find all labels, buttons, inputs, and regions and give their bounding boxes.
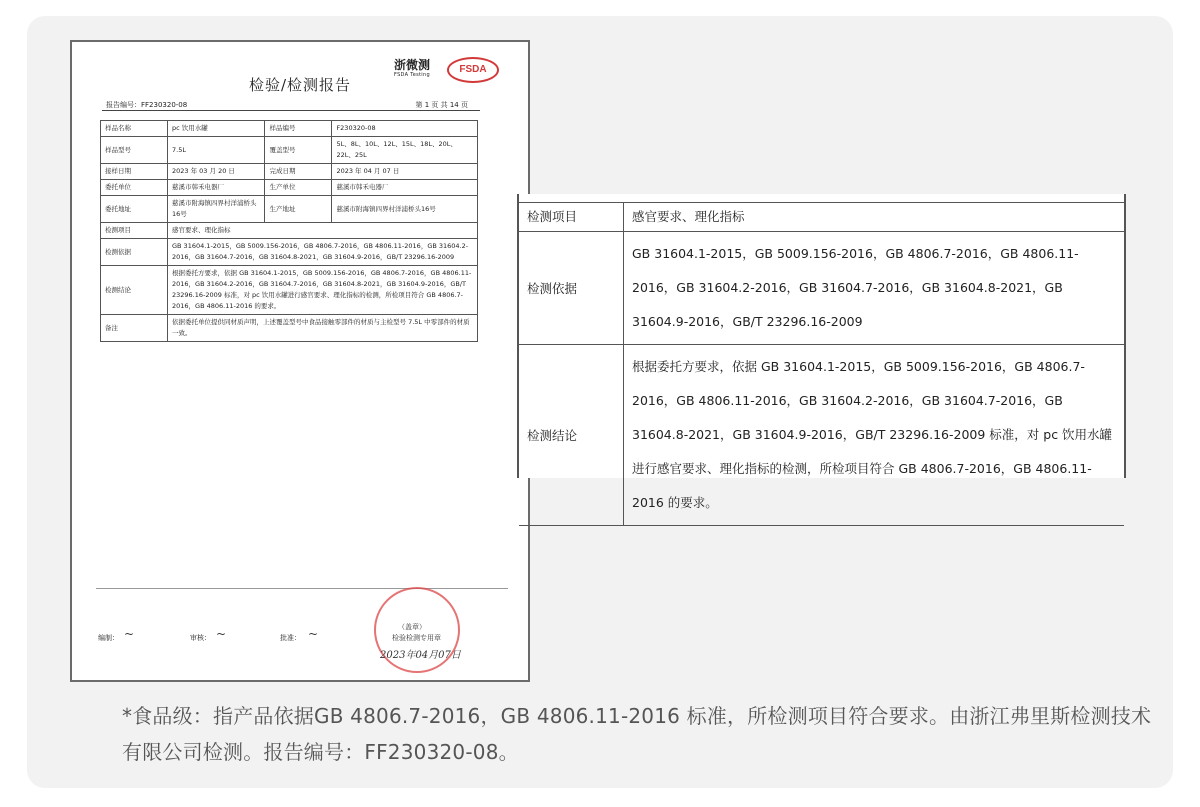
cell-value: 慈溪市附海镇四界村洋浦桥头16号	[332, 196, 478, 223]
divider	[96, 588, 508, 589]
cell-value: 慈溪市韩禾电器厂	[168, 180, 265, 196]
table-row	[101, 223, 478, 239]
cell-value: GB 31604.1-2015，GB 5009.156-2016，GB 4806.7-2016，GB 4806.11-2016，GB 31604.2-2016，GB 31604.7-2016，GB 31604.8-2021，GB 31604.9-2016，GB/T 23296.16-2009	[624, 232, 1125, 345]
cell-value: 慈溪市韩禾电器厂	[332, 180, 478, 196]
cell-label: 覆盖型号	[265, 137, 332, 164]
approve-label: 批准：	[280, 634, 301, 642]
cell-label: 生产单位	[265, 180, 332, 196]
cell-label: 样品型号	[101, 137, 168, 164]
zoom-table	[519, 202, 1124, 526]
cell-label: 接样日期	[101, 164, 168, 180]
cell-value: 慈溪市附海镇四界村洋浦桥头16号	[168, 196, 265, 223]
cell-label: 样品编号	[265, 121, 332, 137]
cell-label: 完成日期	[265, 164, 332, 180]
cell-value: 感官要求、理化指标	[168, 223, 478, 239]
table-row	[101, 137, 478, 164]
table-row	[101, 315, 478, 342]
table-row	[101, 121, 478, 137]
reviewer-signature: ~	[216, 627, 227, 641]
approver-signature: ~	[308, 627, 319, 641]
table-row	[519, 203, 1124, 232]
cell-value: 2023 年 04 月 07 日	[332, 164, 478, 180]
lab-logo-text: 浙微测	[394, 58, 431, 72]
editor-signature: ~	[124, 627, 135, 641]
report-title: 检验/检测报告	[248, 76, 352, 94]
cell-label: 检测结论	[519, 345, 624, 526]
cell-label: 检测项目	[101, 223, 168, 239]
caption-text: *食品级：指产品依据GB 4806.7-2016，GB 4806.11-2016 标准，所检测项目符合要求。由浙江弗里斯检测技术有限公司检测。报告编号：FF230320-08。	[122, 704, 1152, 764]
test-report-document	[70, 40, 530, 682]
cell-value: 2023 年 03 月 20 日	[168, 164, 265, 180]
cell-label: 检测项目	[519, 203, 624, 232]
table-row	[101, 164, 478, 180]
cell-value: 依据委托单位提供同材质声明，上述覆盖型号中食品接触零部件的材质与主检型号 7.5L 中零部件的材质一致。	[168, 315, 478, 342]
divider	[102, 110, 480, 111]
table-row	[101, 196, 478, 223]
cell-value: 根据委托方要求，依据 GB 31604.1-2015，GB 5009.156-2016，GB 4806.7-2016，GB 4806.11-2016，GB 31604.2-2016，GB 31604.7-2016，GB 31604.8-2021，GB 31604.9-2016，GB/T 23296.16-2009 标准，对 pc 饮用水罐进行感官要求、理化指标的检测，所检项目符合 GB 4806.7-2016，GB 4806.11-2016 的要求。	[624, 345, 1125, 526]
cell-label: 检测结论	[101, 266, 168, 315]
table-row	[519, 345, 1124, 526]
cell-value: F230320-08	[332, 121, 478, 137]
stamp-date: 2023年04月07日	[380, 650, 461, 661]
cell-label: 备注	[101, 315, 168, 342]
cell-value: 7.5L	[168, 137, 265, 164]
page-info: 第 1 页 共 14 页	[415, 101, 468, 109]
stamp-note: （盖章）	[398, 623, 426, 631]
fsda-logo-icon: FSDA	[447, 57, 499, 83]
cell-value: GB 31604.1-2015，GB 5009.156-2016，GB 4806.7-2016，GB 4806.11-2016，GB 31604.2-2016，GB 31604.7-2016，GB 31604.8-2021，GB 31604.9-2016，GB/T 23296.16-2009	[168, 239, 478, 266]
cell-label: 委托单位	[101, 180, 168, 196]
table-row	[101, 239, 478, 266]
review-label: 审核：	[190, 634, 211, 642]
report-number: 报告编号：FF230320-08	[106, 101, 188, 109]
table-row	[519, 232, 1124, 345]
cell-label: 样品名称	[101, 121, 168, 137]
table-row	[101, 180, 478, 196]
stamp-title: 检验检测专用章	[392, 634, 441, 642]
edit-label: 编制：	[98, 634, 119, 642]
cell-label: 委托地址	[101, 196, 168, 223]
cell-value: 5L、8L、10L、12L、15L、18L、20L、22L、25L	[332, 137, 478, 164]
table-row	[101, 266, 478, 315]
cell-label: 检测依据	[519, 232, 624, 345]
lab-logo-subtext: FSDA Testing	[394, 72, 430, 78]
cell-value: 感官要求、理化指标	[624, 203, 1125, 232]
cell-value: pc 饮用水罐	[168, 121, 265, 137]
cell-label: 检测依据	[101, 239, 168, 266]
report-table	[100, 120, 478, 342]
cell-value: 根据委托方要求，依据 GB 31604.1-2015，GB 5009.156-2016，GB 4806.7-2016，GB 4806.11-2016，GB 31604.2-2016，GB 31604.7-2016，GB 31604.8-2021，GB 31604.9-2016，GB/T 23296.16-2009 标准，对 pc 饮用水罐进行感官要求、理化指标的检测，所检项目符合 GB 4806.7-2016，GB 4806.11-2016 的要求。	[168, 266, 478, 315]
cell-label: 生产地址	[265, 196, 332, 223]
zoomed-detail-panel	[517, 194, 1126, 510]
